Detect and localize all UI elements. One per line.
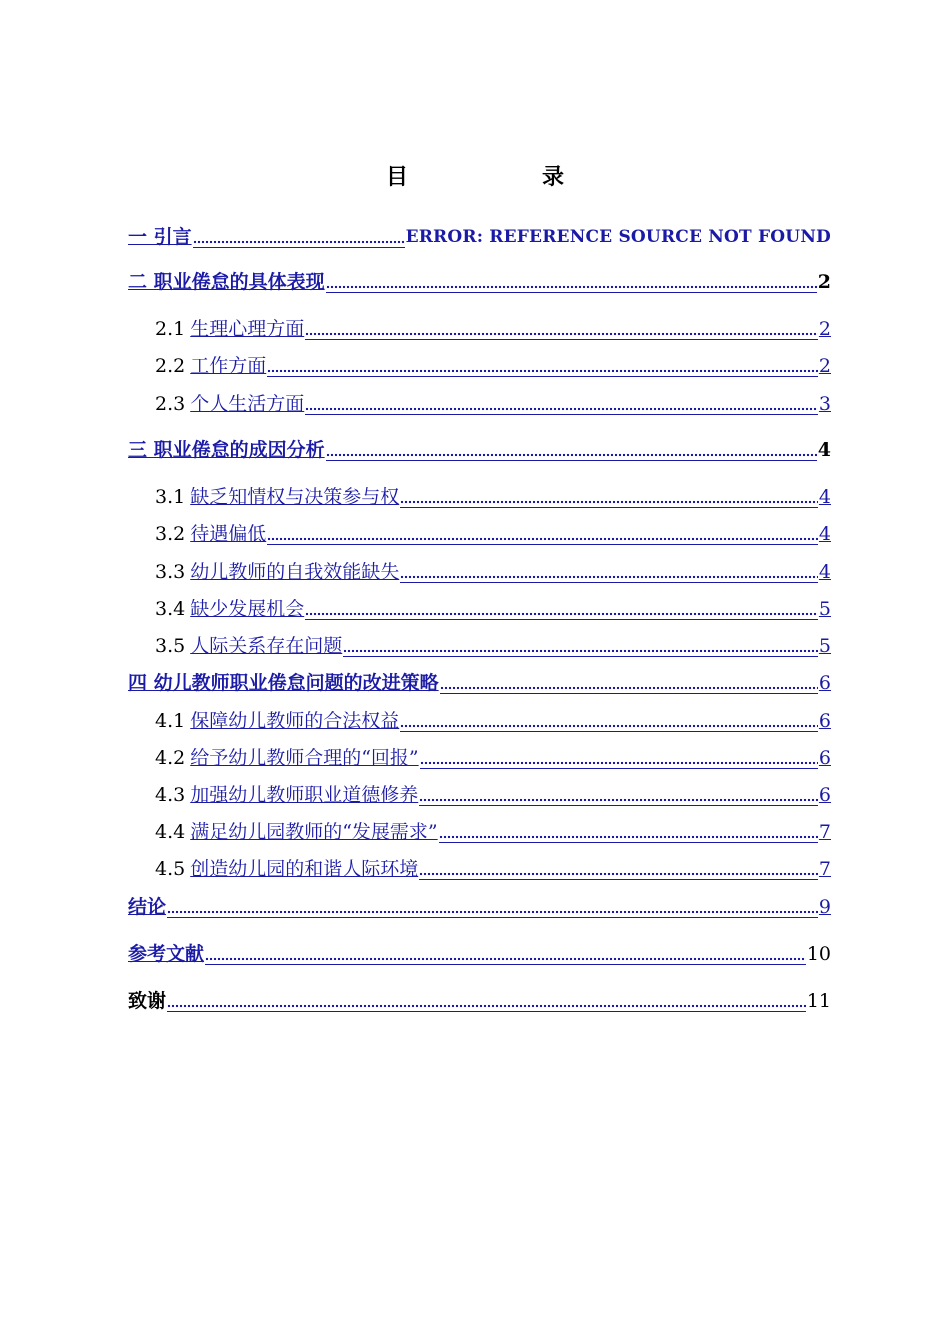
leader-dots xyxy=(193,225,405,248)
toc-entry-4-2[interactable] xyxy=(155,743,831,769)
toc-entry-references[interactable] xyxy=(128,939,831,965)
toc-entry-label[interactable]: 一 引言 xyxy=(128,226,192,248)
leader-dots xyxy=(305,597,818,620)
toc-entry-label[interactable]: 满足幼儿园教师的“发展需求” xyxy=(190,821,438,843)
toc-entry-page: 5 xyxy=(818,635,831,657)
toc-entry-page: 9 xyxy=(818,896,831,918)
leader-dots xyxy=(400,560,818,583)
toc-entry-number: 3.1 xyxy=(155,486,186,508)
toc-entry-label[interactable]: 三 职业倦怠的成因分析 xyxy=(128,439,325,461)
toc-entry-acknowledgements[interactable] xyxy=(128,986,831,1012)
page-title: 目 录 xyxy=(385,165,620,190)
toc-entry-label[interactable]: 创造幼儿园的和谐人际环境 xyxy=(190,858,419,880)
toc-entry-page: 4 xyxy=(818,561,831,583)
leader-dots xyxy=(343,634,818,657)
toc-entry-chapter-3[interactable] xyxy=(128,435,831,461)
toc-entry-label[interactable]: 人际关系存在问题 xyxy=(190,635,343,657)
toc-entry-label[interactable]: 个人生活方面 xyxy=(190,393,305,415)
toc-entry-label[interactable]: 参考文献 xyxy=(128,943,205,965)
toc-entry-chapter-2[interactable] xyxy=(128,267,831,293)
toc-entry-2-3[interactable] xyxy=(155,389,831,415)
toc-entry-label[interactable]: 缺少发展机会 xyxy=(190,598,305,620)
toc-entry-label[interactable]: 工作方面 xyxy=(190,355,267,377)
leader-dots xyxy=(267,522,818,545)
toc-entry-page: 2 xyxy=(817,271,831,293)
toc-entry-number: 4.2 xyxy=(155,747,186,769)
toc-entry-page: 10 xyxy=(806,943,831,965)
leader-dots xyxy=(400,485,818,508)
toc-entry-page: 3 xyxy=(818,393,831,415)
toc-entry-page: ERROR: REFERENCE SOURCE NOT FOUND xyxy=(405,227,831,247)
toc-entry-chapter-4[interactable] xyxy=(128,668,831,694)
toc-entry-number: 3.2 xyxy=(155,523,186,545)
toc-entry-number: 3.5 xyxy=(155,635,186,657)
toc-entry-page: 11 xyxy=(806,990,831,1012)
toc-entry-page: 2 xyxy=(818,355,831,377)
leader-dots xyxy=(167,989,806,1012)
toc-entry-number: 4.3 xyxy=(155,784,186,806)
toc-entry-label[interactable]: 缺乏知情权与决策参与权 xyxy=(190,486,400,508)
toc-entry-4-5[interactable] xyxy=(155,854,831,880)
leader-dots xyxy=(305,392,818,415)
toc-entry-page: 6 xyxy=(818,710,831,732)
toc-entry-3-2[interactable] xyxy=(155,519,831,545)
toc-entry-number: 4.1 xyxy=(155,710,186,732)
leader-dots xyxy=(419,857,818,880)
leader-dots xyxy=(167,895,818,918)
toc-entry-page: 5 xyxy=(818,598,831,620)
toc-entry-page: 6 xyxy=(818,672,831,694)
leader-dots xyxy=(326,270,817,293)
leader-dots xyxy=(326,438,817,461)
toc-entry-page: 7 xyxy=(818,858,831,880)
toc-entry-3-1[interactable] xyxy=(155,482,831,508)
toc-entry-page: 7 xyxy=(818,821,831,843)
toc-entry-number: 2.3 xyxy=(155,393,186,415)
toc-entry-3-5[interactable] xyxy=(155,631,831,657)
toc-entry-number: 2.1 xyxy=(155,318,186,340)
leader-dots xyxy=(267,354,818,377)
toc-entry-label[interactable]: 四 幼儿教师职业倦怠问题的改进策略 xyxy=(128,672,439,694)
leader-dots xyxy=(439,820,818,843)
toc-entry-label[interactable]: 待遇偏低 xyxy=(190,523,267,545)
leader-dots xyxy=(400,709,818,732)
toc-entry-4-1[interactable] xyxy=(155,706,831,732)
toc-entry-2-2[interactable] xyxy=(155,351,831,377)
toc-entry-label[interactable]: 结论 xyxy=(128,896,167,918)
toc-entry-page: 6 xyxy=(818,747,831,769)
toc-entry-label[interactable]: 生理心理方面 xyxy=(190,318,305,340)
leader-dots xyxy=(205,942,806,965)
toc-entry-label[interactable]: 二 职业倦怠的具体表现 xyxy=(128,271,325,293)
toc-entry-page: 2 xyxy=(818,318,831,340)
toc-entry-number: 3.4 xyxy=(155,598,186,620)
toc-entry-label[interactable]: 幼儿教师的自我效能缺失 xyxy=(190,561,400,583)
toc-entry-label[interactable]: 给予幼儿教师合理的“回报” xyxy=(190,747,419,769)
toc-entry-4-4[interactable] xyxy=(155,817,831,843)
leader-dots xyxy=(305,317,818,340)
toc-entry-label[interactable]: 保障幼儿教师的合法权益 xyxy=(190,710,400,732)
toc-entry-2-1[interactable] xyxy=(155,314,831,340)
toc-entry-conclusion[interactable] xyxy=(128,892,831,918)
toc-entry-label[interactable]: 致谢 xyxy=(128,990,167,1012)
leader-dots xyxy=(419,783,818,806)
toc-entry-3-3[interactable] xyxy=(155,557,831,583)
toc-entry-number: 3.3 xyxy=(155,561,186,583)
toc-entry-page: 6 xyxy=(818,784,831,806)
toc-entry-number: 4.5 xyxy=(155,858,186,880)
toc-entry-number: 4.4 xyxy=(155,821,186,843)
toc-entry-page: 4 xyxy=(818,486,831,508)
toc-entry-label[interactable]: 加强幼儿教师职业道德修养 xyxy=(190,784,419,806)
toc-entry-intro[interactable] xyxy=(128,222,831,248)
toc-entry-number: 2.2 xyxy=(155,355,186,377)
toc-entry-3-4[interactable] xyxy=(155,594,831,620)
toc-entry-page: 4 xyxy=(818,523,831,545)
toc-entry-4-3[interactable] xyxy=(155,780,831,806)
leader-dots xyxy=(420,746,818,769)
toc-entry-page: 4 xyxy=(817,439,831,461)
leader-dots xyxy=(440,671,818,694)
